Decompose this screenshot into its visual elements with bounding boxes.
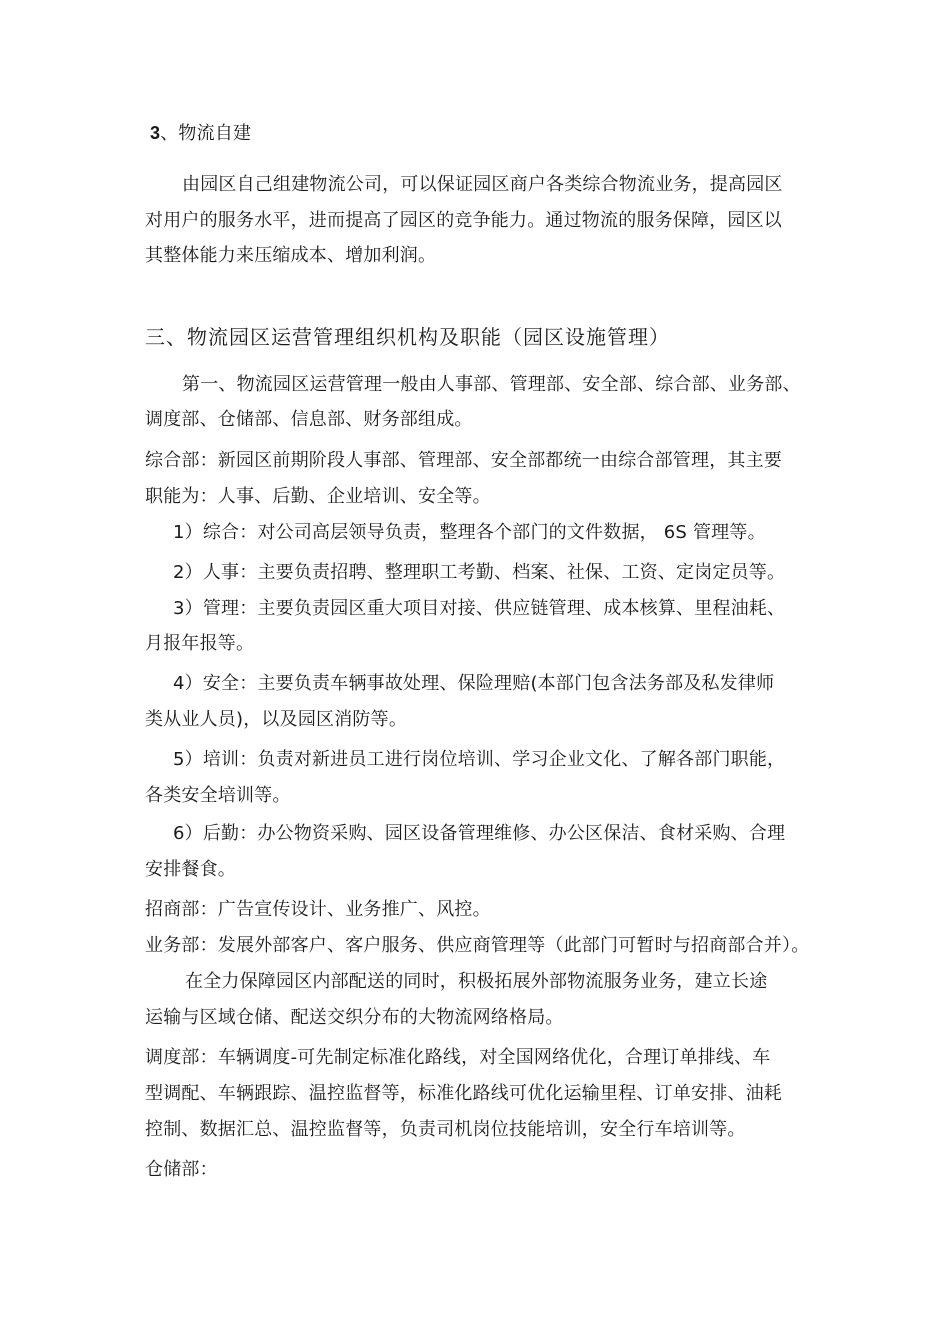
paragraph-line: 其整体能力来压缩成本、增加利润。	[145, 245, 437, 266]
paragraph-line: 由园区自己组建物流公司，可以保证园区商户各类综合物流业务，提高园区	[182, 174, 783, 195]
list-item: 2）人事：主要负责招聘、整理职工考勤、档案、社保、工资、定岗定员等。	[173, 562, 786, 583]
list-item: 5）培训：负责对新进员工进行岗位培训、学习企业文化、了解各部门职能，	[173, 749, 786, 770]
body-line: 招商部：广告宣传设计、业务推广、风控。	[145, 899, 491, 920]
body-line: 综合部：新园区前期阶段人事部、管理部、安全部都统一由综合部管理，其主要	[145, 450, 782, 471]
list-item: 1）综合：对公司高层领导负责，整理各个部门的文件数据， 6S 管理等。	[173, 522, 766, 543]
body-line: 在全力保障园区内部配送的同时，积极拓展外部物流服务业务，建立长途	[185, 971, 768, 992]
section-number: 3	[150, 123, 161, 143]
body-line: 调度部、仓储部、信息部、财务部组成。	[145, 409, 473, 430]
section-title-text: 、物流自建	[160, 123, 252, 144]
body-line: 业务部：发展外部客户、客户服务、供应商管理等（此部门可暂时与招商部合并）。	[145, 935, 810, 956]
list-item: 4）安全：主要负责车辆事故处理、保险理赔(本部门包含法务部及私发律师	[173, 673, 775, 694]
body-line: 型调配、车辆跟踪、温控监督等，标准化路线可优化运输里程、订单安排、油耗	[145, 1083, 782, 1104]
body-line: 运输与区域仓储、配送交织分布的大物流网络格局。	[145, 1007, 564, 1028]
body-line: 月报年报等。	[145, 633, 255, 654]
body-line: 类从业人员)，以及园区消防等。	[145, 709, 408, 730]
list-item: 6）后勤：办公物资采购、园区设备管理维修、办公区保洁、食材采购、合理	[173, 823, 786, 844]
body-line: 控制、数据汇总、温控监督等，负责司机岗位技能培训，安全行车培训等。	[145, 1119, 746, 1140]
section-3-title	[150, 121, 251, 146]
body-line: 职能为：人事、后勤、企业培训、安全等。	[145, 486, 491, 507]
body-line: 各类安全培训等。	[145, 785, 291, 806]
body-line: 调度部：车辆调度-可先制定标准化路线，对全国网络优化，合理订单排线、车	[145, 1047, 771, 1068]
section-heading: 三、物流园区运营管理组织机构及职能（园区设施管理）	[145, 325, 670, 349]
body-line: 第一、物流园区运营管理一般由人事部、管理部、安全部、综合部、业务部、	[182, 374, 801, 395]
paragraph-line: 对用户的服务水平，进而提高了园区的竞争能力。通过物流的服务保障，园区以	[145, 210, 782, 231]
body-line: 仓储部：	[145, 1159, 218, 1180]
list-item: 3）管理：主要负责园区重大项目对接、供应链管理、成本核算、里程油耗、	[173, 598, 786, 619]
body-line: 安排餐食。	[145, 859, 236, 880]
